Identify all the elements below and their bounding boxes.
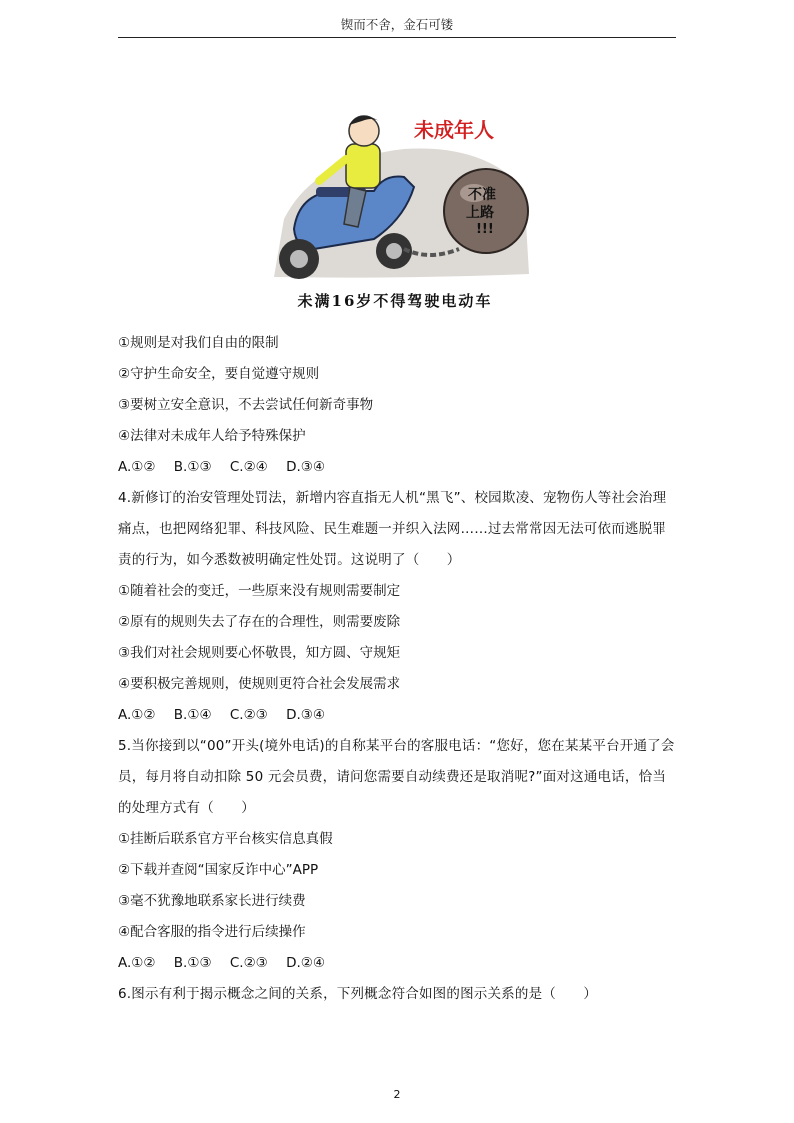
q4-statement-4: ④要积极完善规则，使规则更符合社会发展需求 [118,676,401,692]
q4-stem: 4.新修订的治安管理处罚法，新增内容直指无人机“黑飞”、校园欺凌、宠物伤人等社会治理痛点，也把网络犯罪、科技风险、民生难题一并织入法网……过去常常因无法可依而逃脱罪责的行为，如今悉数被明确定性处罚。这说明了（ ） [118,490,667,568]
ball-text-3: !!! [476,222,494,237]
q4-option-c: C.②③ [229,707,268,723]
q5-statement-2: ②下载并查阅“国家反诈中心”APP [118,862,319,878]
banner-text: 未成年人 [414,118,494,142]
q6-stem: 6.图示有利于揭示概念之间的关系，下列概念符合如图的图示关系的是（ ） [118,986,598,1002]
q5-statement-1: ①挂断后联系官方平台核实信息真假 [118,831,333,847]
q5-option-b: B.①③ [173,955,212,971]
q5-statement-4: ④配合客服的指令进行后续操作 [118,924,306,940]
q4-statement-2: ②原有的规则失去了存在的合理性，则需要废除 [118,614,401,630]
scooter-ball-and-chain-illustration [254,99,536,289]
q4-statement-3: ③我们对社会规则要心怀敬畏，知方圆、守规矩 [118,645,401,661]
rider-shirt [346,144,380,188]
q4-option-a: A.①② [118,707,156,723]
q5-option-a: A.①② [118,955,156,971]
q3-options [118,452,678,483]
q4-option-d: D.③④ [286,707,325,723]
q3-statement-1: ①规则是对我们自由的限制 [118,335,279,351]
q3-option-c: C.②④ [229,459,268,475]
q5-option-c: C.②③ [229,955,268,971]
page-number: 2 [393,1088,401,1101]
header-title: 锲而不舍，金石可镂 [340,17,454,32]
ball-text-2: 上路 [466,205,494,221]
q3-option-a: A.①② [118,459,156,475]
q4-option-b: B.①④ [173,707,212,723]
q4-options [118,700,678,731]
q3-statement-3: ③要树立安全意识，不去尝试任何新奇事物 [118,397,374,413]
page-header [118,16,676,38]
question-content [118,328,678,1010]
q5-options [118,948,678,979]
q3-option-b: B.①③ [173,459,212,475]
q5-option-d: D.②④ [286,955,325,971]
illustration-caption: 未满16岁不得驾驶电动车 [297,292,493,310]
q3-option-d: D.③④ [286,459,325,475]
q3-statement-4: ④法律对未成年人给予特殊保护 [118,428,306,444]
q5-stem: 5.当你接到以“00”开头(境外电话)的自称某平台的客服电话：“您好，您在某某平台开通了会员，每月将自动扣除 50 元会员费，请问您需要自动续费还是取消呢?”面对这通电话，恰当的处理方式有（ ） [118,738,675,816]
ball-text-1: 不准 [468,187,496,203]
q3-statement-2: ②守护生命安全，要自觉遵守规则 [118,366,320,382]
q4-statement-1: ①随着社会的变迁，一些原来没有规则需要制定 [118,583,401,599]
q5-statement-3: ③毫不犹豫地联系家长进行续费 [118,893,306,909]
